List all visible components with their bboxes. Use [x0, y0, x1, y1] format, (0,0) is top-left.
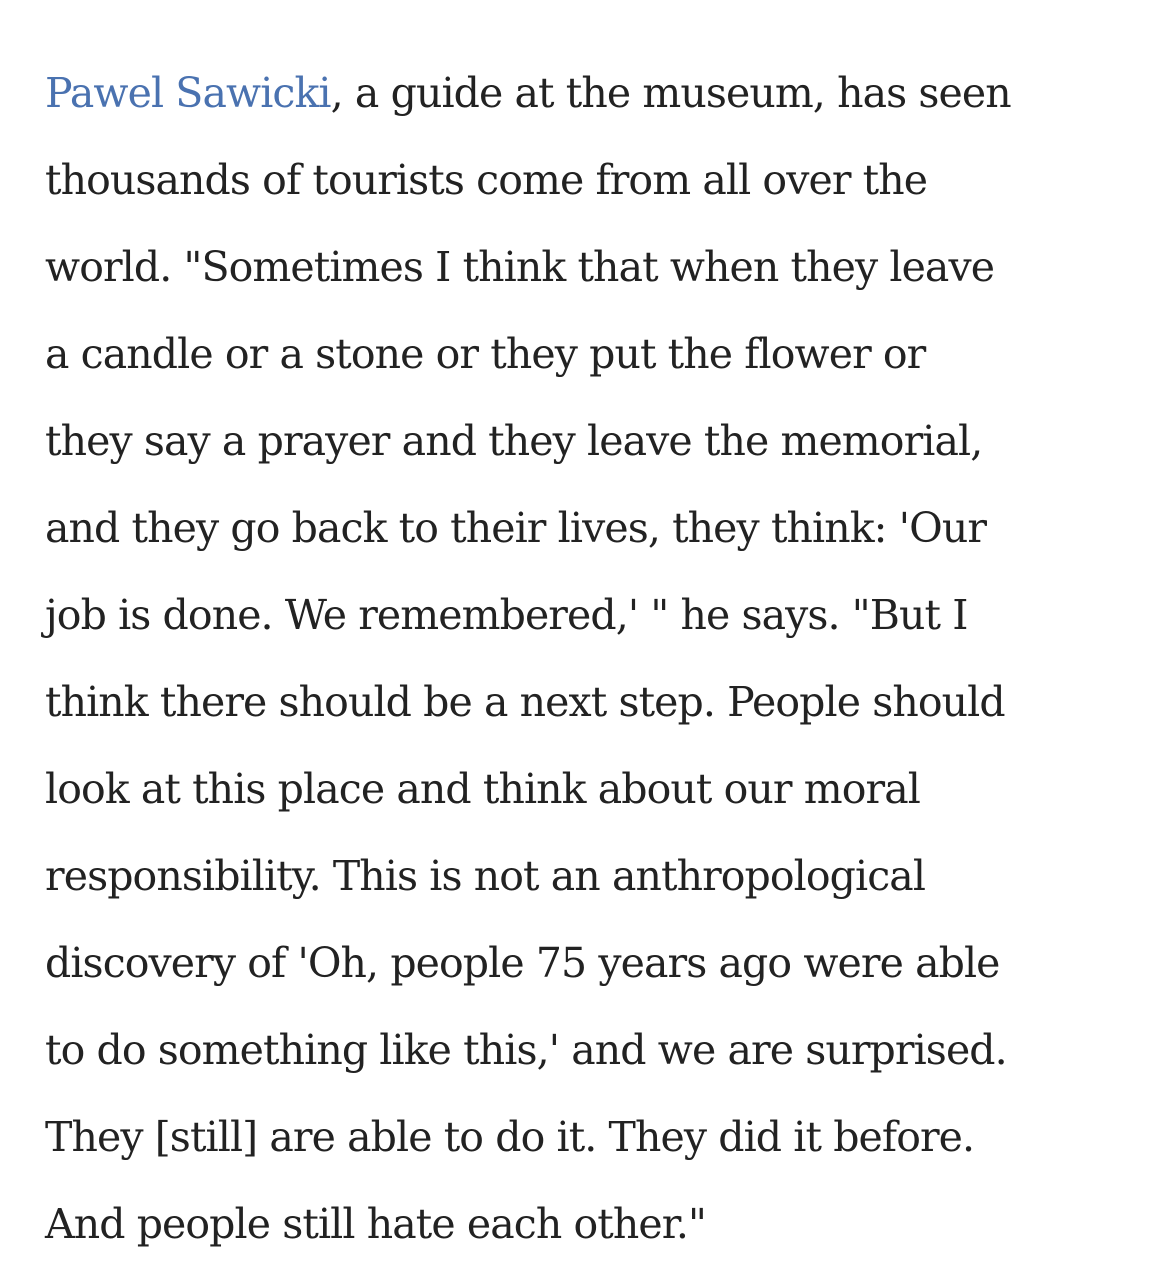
paragraph-line: a candle or a stone or they put the flower or	[45, 330, 926, 378]
paragraph-line: discovery of 'Oh, people 75 years ago were able	[45, 939, 1000, 987]
paragraph-line: And people still hate each other."	[45, 1200, 706, 1248]
quote-paragraph	[45, 50, 1145, 1268]
paragraph-line: job is done. We remembered,' " he says. "But I	[45, 591, 968, 639]
paragraph-line: think there should be a next step. People should	[45, 678, 1005, 726]
paragraph-line: thousands of tourists come from all over the	[45, 156, 928, 204]
paragraph-line: they say a prayer and they leave the memorial,	[45, 417, 983, 465]
person-link[interactable]: Pawel Sawicki	[45, 69, 331, 117]
paragraph-line: and they go back to their lives, they think: 'Our	[45, 504, 987, 552]
article-body	[45, 50, 1145, 1268]
paragraph-line-1-text: , a guide at the museum, has seen	[330, 69, 1011, 117]
paragraph-line: to do something like this,' and we are surprised.	[45, 1026, 1007, 1074]
paragraph-line: world. "Sometimes I think that when they leave	[45, 243, 995, 291]
paragraph-line: look at this place and think about our moral	[45, 765, 920, 813]
paragraph-line-1	[45, 50, 1145, 137]
paragraph-line: responsibility. This is not an anthropological	[45, 852, 926, 900]
paragraph-line: They [still] are able to do it. They did it before.	[45, 1113, 975, 1161]
